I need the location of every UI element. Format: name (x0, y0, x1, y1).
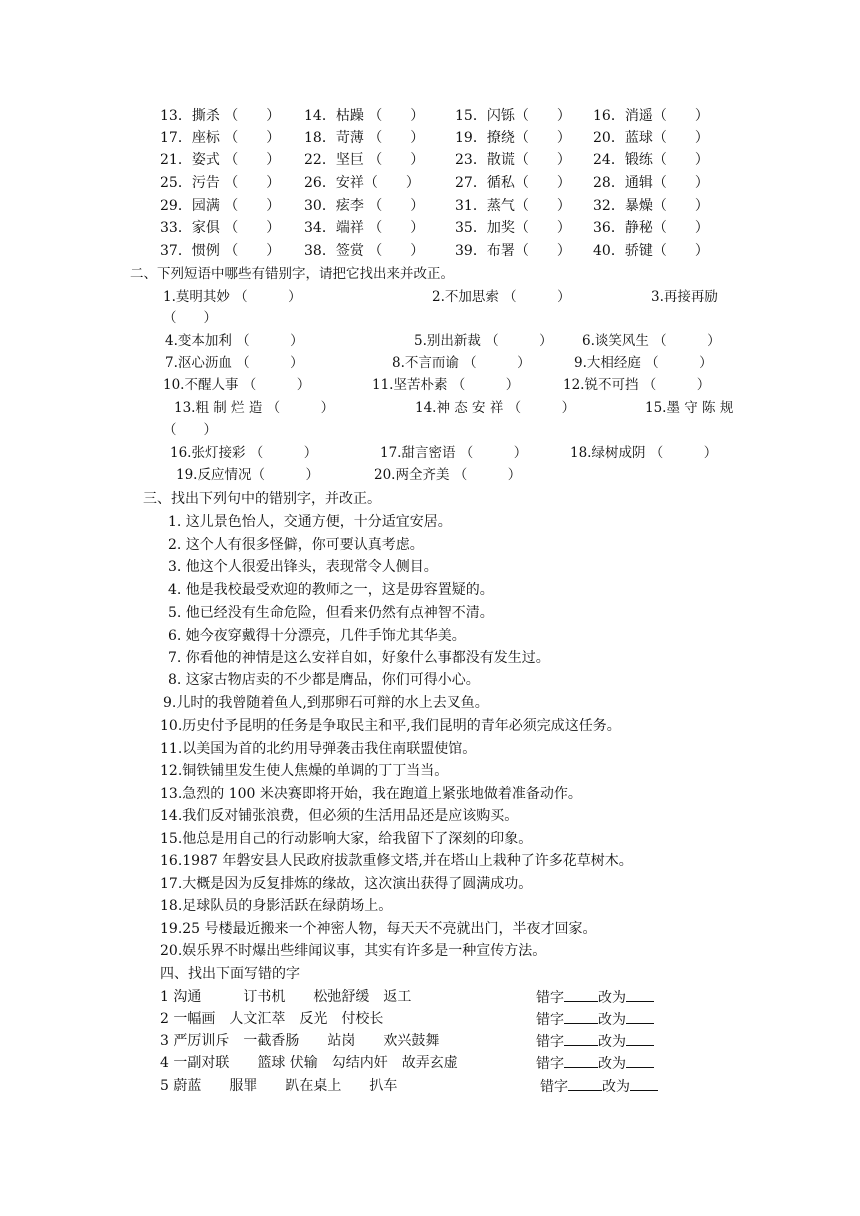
sentence-item: 20.娱乐界不时爆出些绯闻议事，其实有许多是一种宣传方法。 (160, 943, 547, 959)
sentence-item: 15.他总是用自己的行动影响大家，给我留下了深刻的印象。 (160, 831, 533, 847)
part1-item: 16．消遥（ ） (593, 108, 709, 124)
sentence-item: 16.1987 年磐安县人民政府拔款重修文塔,并在塔山上栽种了许多花草树木。 (160, 853, 633, 869)
part4-heading: 四、找出下面写错的字 (160, 966, 300, 982)
part1-item: 39．布署（ ） (455, 243, 571, 259)
sentence-item: 5. 他已经没有生命危险，但看来仍然有点神智不清。 (168, 605, 494, 621)
phrase-item: 6.谈笑风生 （ ） (582, 333, 721, 349)
phrase-item: 1.莫明其妙 （ ） (163, 289, 302, 305)
wrong-char-label: 错字 (536, 1012, 564, 1028)
sentence-item: 12.铜铁铺里发生使人焦燥的单调的丁丁当当。 (160, 763, 449, 779)
correction-blank[interactable] (626, 1053, 654, 1068)
part1-item: 20．蓝球（ ） (593, 130, 709, 146)
phrase-item: 7.沤心沥血 （ ） (165, 355, 304, 371)
correction-label: 改为 (602, 1079, 630, 1095)
sentence-item: 4. 他是我校最受欢迎的教师之一，这是毋容置疑的。 (168, 582, 494, 598)
correction-blank[interactable] (626, 987, 654, 1002)
sentence-item: 6. 她今夜穿戴得十分漂亮，几件手饰尤其华美。 (168, 628, 466, 644)
phrase-item: 3.再接再励 (651, 289, 718, 305)
part1-row (160, 149, 720, 171)
sentence-item: 8. 这家古物店卖的不少都是膺品，你们可得小心。 (168, 672, 480, 688)
wrong-char-blank[interactable] (568, 1076, 602, 1091)
part1-row (160, 105, 720, 127)
phrase-item: 18.绿树成阴 （ ） (570, 445, 718, 461)
wrong-char-blank[interactable] (564, 1053, 598, 1068)
answer-line (536, 1009, 654, 1030)
sentence-item: 9.儿时的我曾随着鱼人,到那卵石可辩的水上去叉鱼。 (163, 695, 489, 711)
part1-item: 19．撩绕（ ） (455, 130, 571, 146)
part1-item: 33．家俱 （ ） (160, 220, 281, 236)
wrong-char-label: 错字 (536, 1034, 564, 1050)
phrase-item: 11.坚苦朴素 （ ） (372, 377, 520, 393)
part1-item: 15．闪铄（ ） (455, 108, 571, 124)
part1-row (160, 127, 720, 149)
phrase-item: 17.甜言密语 （ ） (380, 445, 528, 461)
part1-item: 22．坚巨 （ ） (304, 152, 425, 168)
part1-item: 38．签赏 （ ） (304, 243, 425, 259)
phrase-item: 13.粗 制 烂 造 （ ） (174, 400, 335, 416)
part1-item: 34．端祥 （ ） (304, 220, 425, 236)
part1-row (160, 172, 720, 194)
part1-item: 35．加奖（ ） (455, 220, 571, 236)
word-group: 4 一副对联 篮球 伏输 勾结内奸 故弄玄虚 (160, 1055, 458, 1071)
part1-item: 30．痃李 （ ） (304, 198, 425, 214)
part1-item: 25．污告 （ ） (160, 175, 281, 191)
wrong-char-label: 错字 (536, 1056, 564, 1072)
answer-line (536, 1053, 654, 1074)
sentence-item: 13.急烈的 100 米决赛即将开始，我在跑道上紧张地做着准备动作。 (160, 786, 582, 802)
part1-item: 27．循私（ ） (455, 175, 571, 191)
correction-label: 改为 (598, 990, 626, 1006)
sentence-item: 10.历史付予昆明的任务是争取民主和平,我们昆明的青年必须完成这任务。 (160, 718, 621, 734)
phrase-item-continued: （ ） (163, 422, 217, 438)
wrong-char-blank[interactable] (564, 987, 598, 1002)
sentence-item: 14.我们反对铺张浪费，但必须的生活用品还是应该购买。 (160, 808, 519, 824)
part1-item: 40．骄键（ ） (593, 243, 709, 259)
phrase-item: 19.反应情况（ ） (176, 467, 319, 483)
part1-item: 18．苛薄 （ ） (304, 130, 425, 146)
phrase-item: 2.不加思索 （ ） (432, 289, 571, 305)
part1-item: 21．姿式 （ ） (160, 152, 281, 168)
part1-item: 28．通辑（ ） (593, 175, 709, 191)
correction-blank[interactable] (630, 1076, 658, 1091)
correction-label: 改为 (598, 1034, 626, 1050)
phrase-item: 10.不醒人事 （ ） (163, 377, 311, 393)
part1-item: 14．枯躁 （ ） (304, 108, 425, 124)
sentence-item: 7. 你看他的神情是这么安祥自如，好象什么事都没有发生过。 (168, 650, 550, 666)
phrase-item: 14.神 态 安 祥 （ ） (415, 400, 576, 416)
part1-item: 13．撕杀 （ ） (160, 108, 281, 124)
sentence-item: 1. 这儿景色怡人，交通方便，十分适宜安居。 (168, 514, 452, 530)
sentence-item: 3. 他这个人很爱出锋头，表现常令人侧目。 (168, 559, 438, 575)
sentence-item: 17.大概是因为反复排炼的缘故，这次演出获得了圆满成功。 (160, 876, 533, 892)
part1-row (160, 217, 720, 239)
wrong-char-label: 错字 (540, 1079, 568, 1095)
part1-item: 23．散谎（ ） (455, 152, 571, 168)
part1-item: 24．锻练（ ） (593, 152, 709, 168)
part1-item: 31．蒸气（ ） (455, 198, 571, 214)
part3-heading: 三、找出下列句中的错别字，并改正。 (143, 491, 381, 507)
wrong-char-blank[interactable] (564, 1009, 598, 1024)
answer-line (536, 987, 654, 1008)
part1-item: 32．暴燥（ ） (593, 198, 709, 214)
sentence-item: 19.25 号楼最近搬来一个神密人物，每天天不亮就出门，半夜才回家。 (160, 921, 597, 937)
wrong-char-blank[interactable] (564, 1031, 598, 1046)
part1-item: 26．安祥（ ） (304, 175, 420, 191)
answer-line (536, 1031, 654, 1052)
phrase-item: 4.变本加利 （ ） (165, 333, 304, 349)
phrase-item: 9.大相经庭 （ ） (574, 355, 713, 371)
part1-row (160, 240, 720, 262)
part2-heading: 二、下列短语中哪些有错别字，请把它找出来并改正。 (130, 266, 454, 282)
part1-row (160, 195, 720, 217)
phrase-item-continued: （ ） (163, 310, 217, 326)
correction-blank[interactable] (626, 1031, 654, 1046)
correction-label: 改为 (598, 1056, 626, 1072)
phrase-item: 15.墨 守 陈 规 (645, 400, 734, 416)
sentence-item: 11.以美国为首的北约用导弹袭击我住南联盟使馆。 (160, 741, 477, 757)
phrase-item: 8.不言而谕 （ ） (392, 355, 531, 371)
sentence-item: 18.足球队员的身影活跃在绿荫场上。 (160, 898, 393, 914)
part1-item: 36．静秘（ ） (593, 220, 709, 236)
correction-blank[interactable] (626, 1009, 654, 1024)
word-group: 2 一幅画 人文汇萃 反光 付校长 (160, 1011, 384, 1027)
sentence-item: 2. 这个人有很多怪僻，你可要认真考虑。 (168, 537, 424, 553)
phrase-item: 20.两全齐美 （ ） (374, 467, 522, 483)
word-group: 5 蔚蓝 服罪 趴在桌上 扒车 (160, 1078, 398, 1094)
phrase-item: 12.锐不可挡 （ ） (563, 377, 711, 393)
wrong-char-label: 错字 (536, 990, 564, 1006)
word-group: 1 沟通 订书机 松弛舒缓 返工 (160, 989, 412, 1005)
part1-item: 29．园满 （ ） (160, 198, 281, 214)
part1-item: 37．惯例 （ ） (160, 243, 281, 259)
answer-line (540, 1076, 658, 1097)
correction-label: 改为 (598, 1012, 626, 1028)
phrase-item: 5.别出新裁 （ ） (414, 333, 553, 349)
word-group: 3 严厉训斥 一截香肠 站岗 欢兴鼓舞 (160, 1033, 440, 1049)
phrase-item: 16.张灯接彩 （ ） (170, 445, 318, 461)
part1-item: 17．座标 （ ） (160, 130, 281, 146)
